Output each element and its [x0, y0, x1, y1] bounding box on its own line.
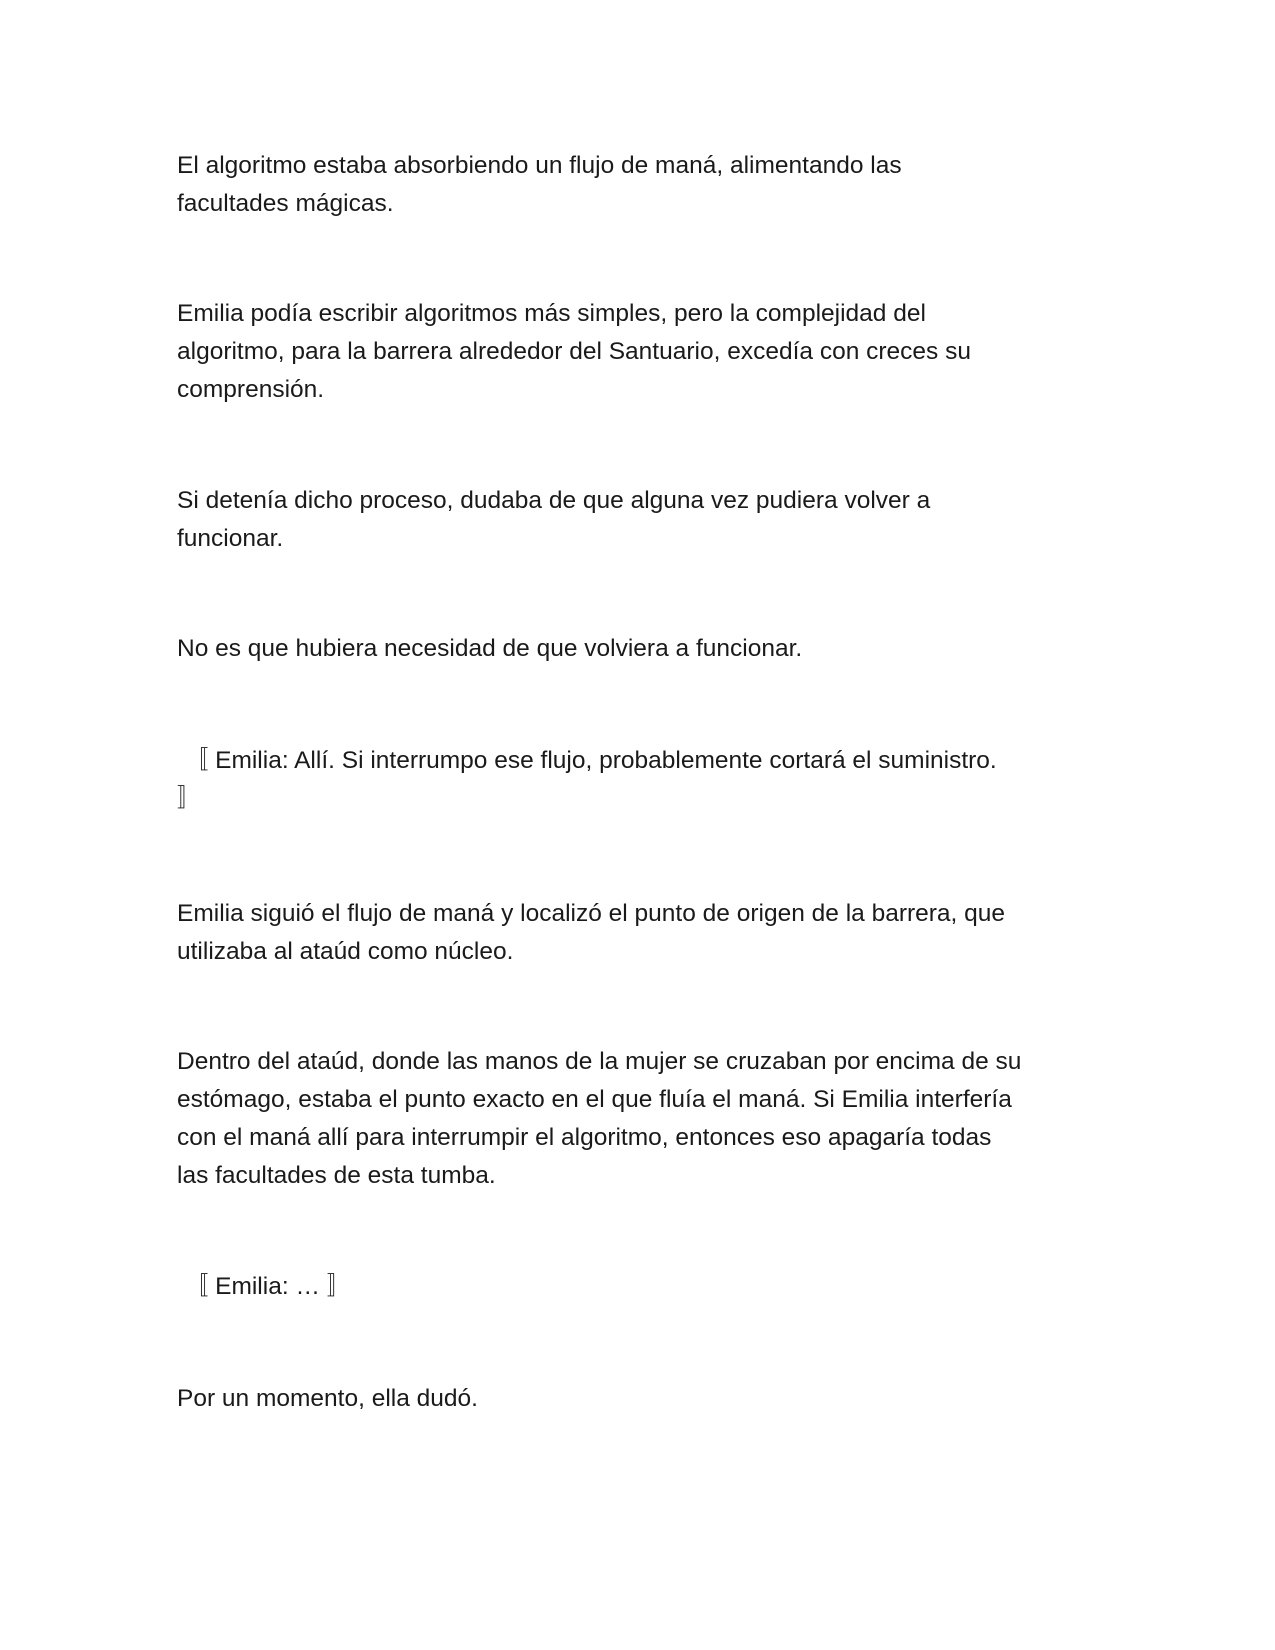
paragraph-1: El algoritmo estaba absorbiendo un flujo de maná, alimentando las facultades mágicas.	[177, 152, 902, 217]
paragraph-6: Emilia siguió el flujo de maná y localizó el punto de origen de la barrera, que utilizaba al ataúd como núcleo.	[177, 900, 1006, 965]
dialogue-line-2: 〚 Emilia: … 〛	[177, 1273, 352, 1300]
paragraph-3: Si detenía dicho proceso, dudaba de que alguna vez pudiera volver a funcionar.	[177, 487, 931, 552]
paragraph-7: Dentro del ataúd, donde las manos de la mujer se cruzaban por encima de su estómago, estaba el punto exacto en el que fluía el maná. Si Emilia interfería con el maná allí para interrumpir el algoritmo, entonces eso apagaría todas las facultades de esta tumba.	[177, 1048, 1022, 1189]
dialogue-line-1: 〚 Emilia: Allí. Si interrumpo ese flujo, probablemente cortará el suministro. 〛	[177, 747, 997, 812]
paragraph-4: No es que hubiera necesidad de que volviera a funcionar.	[177, 635, 803, 662]
paragraph-9: Por un momento, ella dudó.	[177, 1385, 478, 1412]
paragraph-2: Emilia podía escribir algoritmos más simples, pero la complejidad del algoritmo, para la barrera alrededor del Santuario, excedía con creces su comprensión.	[177, 300, 971, 403]
